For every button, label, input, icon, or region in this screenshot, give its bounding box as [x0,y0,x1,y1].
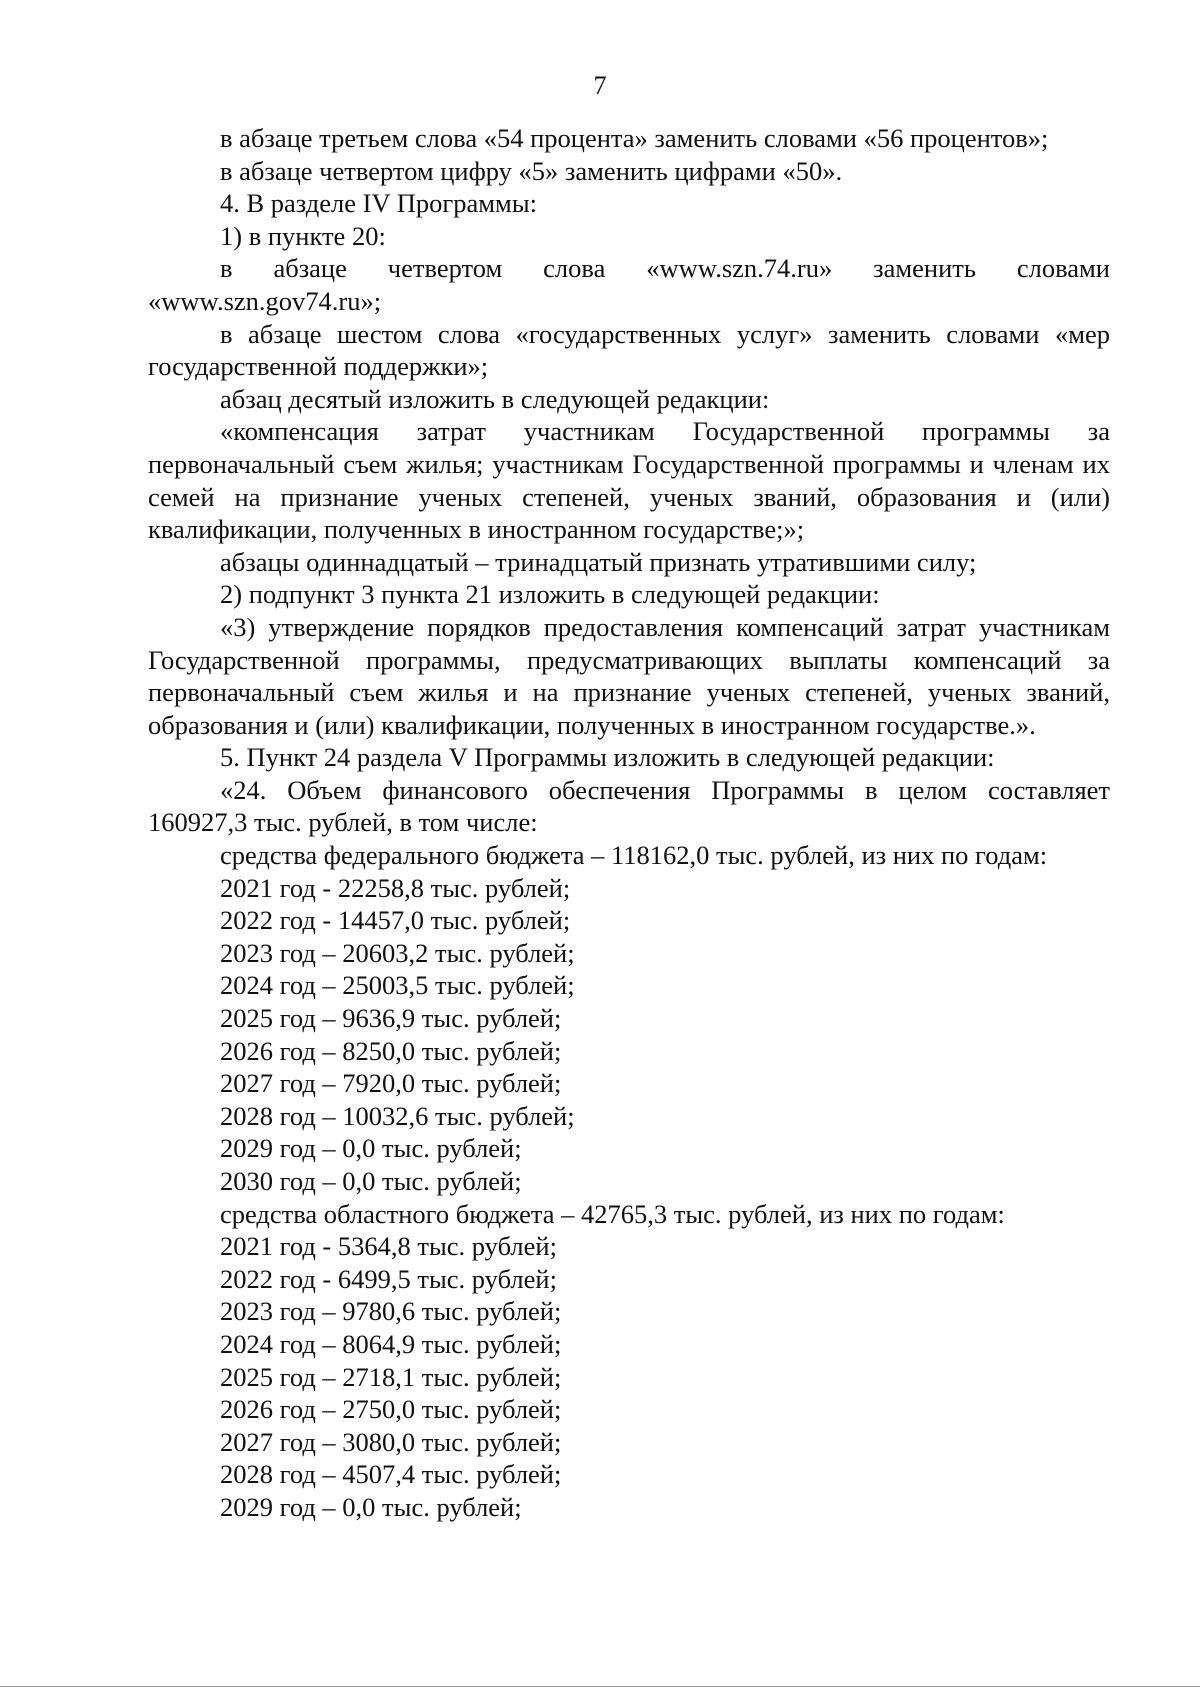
paragraph-tenth-intro: абзац десятый изложить в следующей редакции: [220,383,770,414]
regional-year-2028: 2028 год – 4507,4 тыс. рублей; [220,1459,562,1490]
paragraph-sixth-change: в абзаце шестом слова «государственных услуг» заменить словами «мер государственной поддержки»; [148,318,1110,382]
paragraph-total-financing: «24. Объем финансового обеспечения Программы в целом составляет 160927,3 тыс. рублей, в том числе: [148,774,1110,838]
regional-year-2025: 2025 год – 2718,1 тыс. рублей; [220,1361,562,1392]
regional-year-2023: 2023 год – 9780,6 тыс. рублей; [220,1296,562,1327]
regional-budget-heading: средства областного бюджета – 42765,3 тыс. рублей, из них по годам: [220,1198,1005,1229]
page-number: 7 [593,71,607,100]
regional-year-2027: 2027 год – 3080,0 тыс. рублей; [220,1426,562,1457]
regional-year-2029: 2029 год – 0,0 тыс. рублей; [220,1491,522,1522]
section-4-heading: 4. В разделе IV Программы: [220,188,537,219]
paragraph-1: в абзаце третьем слова «54 процента» заменить словами «56 процентов»; [220,123,1049,153]
regional-year-2024: 2024 год – 8064,9 тыс. рублей; [220,1328,562,1359]
federal-budget-heading: средства федерального бюджета – 118162,0 тыс. рублей, из них по годам: [220,840,1048,871]
federal-year-2028: 2028 год – 10032,6 тыс. рублей; [220,1100,575,1131]
federal-year-2024: 2024 год – 25003,5 тыс. рублей; [220,970,575,1001]
federal-year-2021: 2021 год - 22258,8 тыс. рублей; [220,872,571,903]
item-1-heading: 1) в пункте 20: [220,220,386,251]
federal-year-2026: 2026 год – 8250,0 тыс. рублей; [220,1035,562,1066]
regional-year-2022: 2022 год - 6499,5 тыс. рублей; [220,1263,557,1294]
paragraph-2: в абзаце четвертом цифру «5» заменить цифрами «50». [220,155,843,186]
federal-year-2023: 2023 год – 20603,2 тыс. рублей; [220,937,575,968]
section-5-heading: 5. Пункт 24 раздела V Программы изложить в следующей редакции: [220,742,995,773]
federal-year-2030: 2030 год – 0,0 тыс. рублей; [220,1166,522,1196]
item-2-heading: 2) подпункт 3 пункта 21 изложить в следующей редакции: [220,579,880,610]
regional-year-2026: 2026 год – 2750,0 тыс. рублей; [220,1394,562,1425]
federal-year-2027: 2027 год – 7920,0 тыс. рублей; [220,1068,562,1099]
federal-year-2022: 2022 год - 14457,0 тыс. рублей; [220,905,571,936]
paragraph-compensation-quote: «компенсация затрат участникам Государственной программы за первоначальный съем жилья; участникам Государственной программы и членам их семей на признание ученых степеней, ученых званий, образования и (или) квалификации, полученных в иностранном государстве;»; [148,416,1110,545]
regional-year-2021: 2021 год - 5364,8 тыс. рублей; [220,1231,557,1262]
paragraph-repeal: абзацы одиннадцатый – тринадцатый признать утратившими силу; [220,546,977,577]
paragraph-subitem-3-quote: «3) утверждение порядков предоставления компенсаций затрат участникам Государственной программы, предусматривающих выплаты компенсаций за первоначальный съем жилья и на признание ученых степеней, ученых званий, образования и (или) квалификации, полученных в иностранном государстве.». [148,611,1110,740]
scan-bottom-edge [0,1686,1200,1687]
document-body [148,122,1110,1524]
paragraph-url-change: в абзаце четвертом слова «www.szn.74.ru» заменить словами «www.szn.gov74.ru»; [148,253,1110,316]
federal-year-2029: 2029 год – 0,0 тыс. рублей; [220,1133,522,1164]
federal-year-2025: 2025 год – 9636,9 тыс. рублей; [220,1003,562,1034]
